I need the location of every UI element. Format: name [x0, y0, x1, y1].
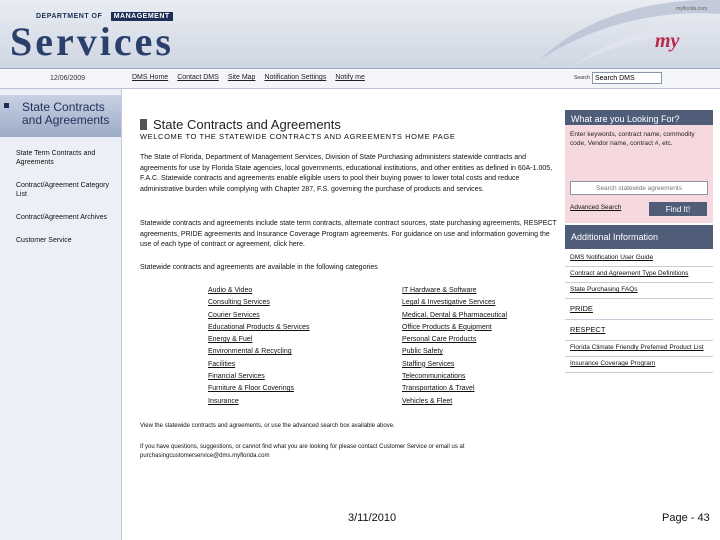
category-link[interactable]: Environmental & Recycling — [208, 348, 292, 356]
category-link[interactable]: Furniture & Floor Coverings — [208, 385, 294, 393]
category-link[interactable]: Personal Care Products — [402, 336, 477, 344]
nav-link-dms-home[interactable]: DMS Home — [132, 74, 169, 81]
additional-info-list — [565, 251, 713, 373]
sidebar-menu — [16, 149, 116, 259]
advanced-search-link[interactable]: Advanced Search — [570, 204, 622, 211]
search-instructions: Enter keywords, contract name, commodity code, Vendor name, contract #, etc. — [570, 131, 695, 147]
myflorida-logo[interactable]: my — [655, 30, 680, 52]
additional-info-title: Additional Information — [565, 225, 713, 249]
title-bullet-icon — [140, 119, 147, 130]
view-contracts-note: View the statewide contracts and agreements, or use the advanced search box available above. — [140, 423, 395, 429]
nav-search-input[interactable] — [592, 72, 662, 84]
nav-links — [132, 74, 365, 81]
page-title-text: State Contracts and Agreements — [153, 117, 341, 132]
square-bullet-icon — [4, 103, 9, 108]
top-nav-bar — [0, 70, 720, 89]
category-link[interactable]: Public Safety — [402, 348, 443, 356]
category-link[interactable]: Legal & Investigative Services — [402, 299, 496, 307]
nav-link-notify-me[interactable]: Notify me — [335, 74, 365, 81]
category-link[interactable]: Medical, Dental & Pharmaceutical — [402, 311, 508, 319]
contact-note: If you have questions, suggestions, or cannot find what you are looking for please contact Customer Service or email us at purchasingcustomerservice@dms.myflorida.com — [140, 444, 465, 459]
info-link-pride[interactable]: PRIDE — [565, 299, 713, 320]
main-content — [130, 89, 555, 540]
category-link[interactable]: IT Hardware & Software — [402, 287, 477, 294]
category-link[interactable]: Vehicles & Fleet — [402, 397, 453, 405]
category-link[interactable]: Staffing Services — [402, 360, 455, 368]
logo-dept-label: MANAGEMENT — [111, 12, 173, 21]
category-link[interactable]: Energy & Fuel — [208, 336, 253, 344]
page-title — [140, 117, 341, 132]
welcome-heading: WELCOME TO THE STATEWIDE CONTRACTS AND AGREEMENTS HOME PAGE — [140, 132, 456, 141]
info-link-respect[interactable]: RESPECT — [565, 320, 713, 341]
category-link[interactable]: Facilities — [208, 360, 236, 368]
category-link[interactable]: Telecommunications — [402, 373, 466, 381]
category-link[interactable]: Audio & Video — [208, 287, 253, 294]
page-number: Page - 43 — [662, 512, 710, 524]
nav-search-label: Search — [574, 75, 590, 81]
agreements-paragraph: Statewide contracts and agreements include state term contracts, alternate contract sources, state purchasing agreements, RESPECT agreements, PRIDE agreements and Insurance Coverage Program agreements. For guidance on use and information governing the use of each type of contract or agreement, click here. — [140, 220, 557, 248]
info-link-climate-friendly[interactable]: Florida Climate Friendly Preferred Product List — [565, 341, 713, 357]
sidebar-title: State Contracts and Agreements — [22, 100, 110, 127]
logo-small-label: DEPARTMENT OF — [36, 13, 103, 20]
nav-date: 12/06/2009 — [50, 75, 86, 82]
sidebar-item-customer-service[interactable]: Customer Service — [16, 237, 72, 244]
left-sidebar — [0, 89, 122, 540]
footer-date: 3/11/2010 — [348, 512, 397, 524]
category-link[interactable]: Office Products & Equipment — [402, 323, 492, 331]
sidebar-item-category-list[interactable]: Contract/Agreement Category List — [16, 182, 109, 198]
looking-for-title: What are you Looking For? — [565, 110, 713, 125]
search-box-panel — [565, 125, 713, 223]
category-link[interactable]: Transportation & Travel — [402, 385, 475, 393]
category-link[interactable]: Courier Services — [208, 311, 260, 319]
info-link-type-definitions[interactable]: Contract and Agreement Type Definitions — [565, 267, 713, 283]
info-link-faqs[interactable]: State Purchasing FAQs — [565, 283, 713, 299]
find-it-button[interactable]: Find It! — [649, 202, 707, 216]
nav-link-notification-settings[interactable]: Notification Settings — [264, 74, 327, 81]
site-header — [0, 0, 720, 69]
category-link[interactable]: Educational Products & Services — [208, 323, 310, 331]
info-link-insurance-coverage[interactable]: Insurance Coverage Program — [565, 357, 713, 373]
category-link[interactable]: Financial Services — [208, 373, 265, 381]
sidebar-item-state-term-contracts[interactable]: State Term Contracts and Agreements — [16, 150, 96, 166]
brand-tagline: myflorida.com — [676, 6, 708, 12]
nav-link-contact-dms[interactable]: Contact DMS — [177, 74, 219, 81]
categories-intro: Statewide contracts and agreements are available in the following categories — [140, 264, 378, 271]
category-column-right — [402, 285, 582, 408]
info-link-notification-guide[interactable]: DMS Notification User Guide — [565, 251, 713, 267]
intro-paragraph: The State of Florida, Department of Management Services, Division of State Purchasing administers statewide contracts and agreements for use by Florida State agencies, local governments, educational institutions, and other entities as defined in 60A-1.005, F.A.C. Statewide contracts and agreements enable eligible users to pool their buying power to lower total costs and reduce administrative burden while complying with Chapter 287, F.S. governing the purchase of products and services. — [140, 154, 553, 193]
sidebar-item-archives[interactable]: Contract/Agreement Archives — [16, 214, 108, 221]
category-column-left — [208, 285, 388, 408]
category-link[interactable]: Consulting Services — [208, 299, 270, 307]
nav-link-site-map[interactable]: Site Map — [227, 74, 256, 81]
sidebar-title-block — [0, 95, 121, 137]
statewide-search-input[interactable] — [570, 181, 708, 195]
category-link[interactable]: Insurance — [208, 397, 239, 405]
site-logo[interactable]: Services — [10, 19, 174, 64]
